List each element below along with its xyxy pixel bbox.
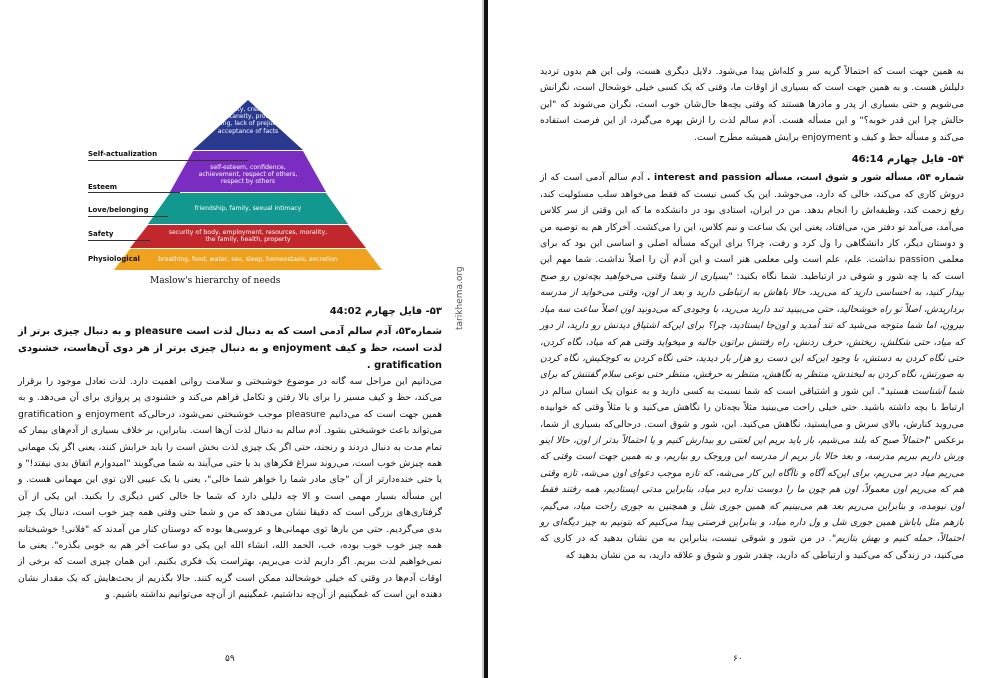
end-paragraph: در من شور و شوقی نیست، بنابراین به من نشان بدهید که در کاری که می‌کنید، در زندگی که می‌کنید و ارتباطی که دارید، چقدر شور و شوق و علاقه دارید، به من نشان بدهید که [540,533,964,561]
page-number: ۶۰ [733,654,743,664]
pyramid-text-self-actualization: morality, creativity, spontaneity, problem solving, lack of prejudice, acceptance of facts [208,106,288,135]
pyramid-leader-line [88,240,150,241]
pyramid-text-love-belonging: friendship, family, sexual intimacy [194,205,302,212]
right-body-text [540,64,964,564]
pyramid-leader-line [88,192,180,193]
lead-paragraph: آدم سالم آدمی است که از دروش کاری که می‌کند، خالی که دارد، می‌جوشد. این یک کسی نیست که فقط می‌خواهد سلب مسئولیت کند، رفع زحمت کند، وظیفه‌اش را انجام بدهد. من در ایران، استادی بود در دانشکده ما که این وقتی از سر کلاس می‌آمد، می‌آمد تو دفتر من، می‌افتاد، یعنی این یک ساعت و نیم کلاس، این را می‌کشت. آخرکار هم به توصیه من و دوستان دیگر، کار دانشگاهی را ول کرد و رفت، چرا؟ برای این‌که مسأله اصلی و اساسی این بود که برای معلمی passion نداشت. علم، علم است ولی معلمی هنر است و این آدم آن را اصلاً نداشت. شما مهم این است که با چه شور و شوقی در ارتباطید. شما نگاه بکنید: [540,172,965,282]
pyramid-label-self-actualization: Self-actualization [88,150,158,158]
body-paragraph: می‌دانیم این مراحل سه گانه در موضوع خوشبختی و سلامت روانی اهمیت دارد. لذت تعادل موجود را برقرار می‌کند، حظ و کیف مسیر را برای بالا رفتن و تکامل فراهم می‌کند و خشنودی پر پروازی برای آن می‌دهد. و به همین جهت است که می‌دانیم pleasure موجب خوشبختی نمی‌شود، درحالی‌که enjoyment و gratification می‌تواند باعث خوشبختی بشود. آدم سالم به دنبال لذت آن‌ها است. بنابراین، بر خلاف بسیاری از آدم‌های بیمار که تمام مدت به دنبال دردند و رنجند، حتی اگر یک چیزی لذت بخش است را باید خرابش کنند، یعنی اگر یک مهمانی همه چیزش خوب است، می‌روند سراغ فکرهای بد یا حتی می‌آیند به شما می‌گویند "امیدوارم اتفاق بدی نیفتد!" و یا حتی خنده‌دارتر از آن "جای مادر شما را خواهر شما خالی"، یعنی با یک عیبی الان توی این مهمانی هست. و این مسأله بسیار مهمی است و الا چه دلیلی دارد که شما جا خالی کس دیگری را بکنید. این یکی از آن گرفتاری‌های بزرگی است که دقیقا نشان می‌دهد که من و شما حتی وقتی همه چیز خوب است، دنبال یک چیز بدی می‌گردیم. حتی من بارها توی مهمانی‌ها و عروسی‌ها بوده که دوستان کنار من آمدند که "فلانی! خوشبختانه همه چیز خوب خوب بوده، خب، الحمد الله، انشاء الله این یکی دو ساعت آخر هم به خوبی بگذره". یعنی ما نمی‌خواهیم لذت ببریم. اگر داریم لذت می‌بریم، بهتراست یک فکری بکنیم. این همان چیزی است که برخی از اوقات آدم‌ها در وقتی که خیلی خوشحالند ممکن است گریه کنند. حالا بگذریم از بحث‌هایش که یک مقدار نشان دهنده این است که غمگینیم از آن‌چه نداشتیم، غمگینیم از آن‌چه می‌توانیم نداشته باشیم. و [18,376,442,601]
left-body-text [18,323,442,604]
pyramid-text-physiological: breathing, food, water, sex, sleep, homeostasis, excretion [158,256,338,263]
pyramid-leader-line [88,216,168,217]
section-heading-54: ۵۴- فایل چهارم 46:14 [851,154,964,166]
pyramid-text-safety: security of body, employment, resources, morality, the family, health, property [168,229,328,244]
lead-bold-text: شماره ۵۴، مسأله شور و شوق است، مسأله interest and passion . [646,172,964,184]
pyramid-label-love-belonging: Love/belonging [88,206,149,214]
maslow-pyramid-figure [88,80,388,295]
italic-quote-2: "احتمالاً صبح که بلند می‌شیم، باز باید بریم این لعنتی رو بیدارش کنیم و یا احتمالاً بدتر از اون، حالا اینو ورش داریم ببریم مدرسه، و بعد حالا باز بریم از مدرسه این وروجک رو بیاریم، و به همین جهت است وقتی که می‌ریم میاد دیر می‌ریم، برای این‌که آگاه و ناآگاه این کار می‌شه، که تازه موجب دعوای اون می‌شه، تازه وقتی هم که می‌ریم اون معمولاً، اون هم چون ما را دوست نداره دیر میاد، بنابراین مدتی ایستادیم، همه رفتند فقط اون نیومده، و بنابراین می‌ریم بعد هم می‌بینیم که همین جوری شل و همچنین به جوری راحت میاد، می‌گیم، بازهم مثل باباش همین جوری شل و ول داره میاد، و بنابراین فرصتی پیدا می‌کنیم که بتونیم به چیز دیگه‌ای رو احتمالاً، حمله کنیم و بهش بتازیم". [540,434,964,545]
italic-quote-1: "بسیاری از شما وقتی می‌خواهید بچه‌تون رو صبح بیدار کنید، به احساسی دارید که می‌رید، حالا باهاش به ارتباطی دارید و بعد از اون، وقتی می‌خواید از مدرسه برداریدش، اصلاً تو راه خوشحالید، حتی می‌بینید تند دارید می‌رید، با وجودی که می‌دونید اون اصلاً ساعت سه میاد بیرون، اما شما متوجه می‌شید که تند اُمدید و اون‌جا ایستادید، چرا؟ برای این‌که اشتیاق دیدنش رو دارید، از دور که میاد، حتی شکلش، ریختش، حرف زدنش، راه رفتنش براتون جالبه و میخواید وقتی هم که میاد، نگاه کردن، حتی نگاه کردن به دستش، با وجود این‌که این دست رو هزار بار دیدید، حتی نگاه کردن به کوچکیش، نگاه کردن به صورتش، نگاه کردن به لبخندش، منتظر به نگاهش، منتظر به حرفش، منتظر حتی نوعی سلام گفتنش که برای شما آشناست هستید". [540,270,964,397]
bold-paragraph: شماره۵۳، آدم سالم آدمی است که به دنبال لذت است pleasure و به دنبال چیزی برتر از لذت است، حظ و کیف enjoyment و به دنبال چیزی برتر از هر دوی آن‌هاست، خشنودی gratification . [18,326,442,371]
pyramid-label-physiological: Physiological [88,255,140,263]
pyramid-leader-line [88,160,248,161]
pyramid-label-safety: Safety [88,230,114,238]
page-number: ۵۹ [225,654,235,664]
section-heading-53: ۵۳- فایل چهارم 44:02 [329,306,442,317]
watermark: tarikhema.org [455,266,465,330]
pyramid-label-esteem: Esteem [88,183,118,191]
left-page [0,0,484,678]
figure-caption: Maslow's hierarchy of needs [150,276,281,286]
right-page [488,0,988,678]
pyramid-text-esteem: self-esteem, confidence, achievement, respect of others, respect by others [198,164,298,186]
intro-paragraph: به همین جهت است که احتمالاً گریه سر و کله‌اش پیدا می‌شود. دلایل دیگری هست، ولی این هم بدون تردید دلیلش هست. و به همین جهت است که بسیاری از اوقات ما، وقتی که یک کسی خیلی خوشحال است، نگرانش می‌شویم و حتی بسیاری از پدر و مادرها هستند که وقتی بچه‌ها حال‌شان خوب است، نگران می‌شوند که "این حالش چرا این قدر خوبه؟" و این مسأله هست. آدم سالم لذت را ازش بهره می‌گیرد، از این فرصت استفاده می‌کند و مسأله حظ و کیف و enjoyment برایش همیشه مطرح است. [540,66,964,143]
middle-paragraph: این شور و اشتیاقی است که شما نسبت به کسی دارید و به عنوان یک انسان سالم در ارتباط با بچه داشته باشید. حتی خیلی راحت می‌بینید مثلاً بچه‌تان را نگاهش می‌کنید و یا مثلاً وقتی که خوابیده می‌روید کنارش، بالای سرش و می‌ایستید، نگاهش می‌کنید. این، شور و شوق است. درحالی‌که بسیاری از شما، برعکس [540,385,965,446]
